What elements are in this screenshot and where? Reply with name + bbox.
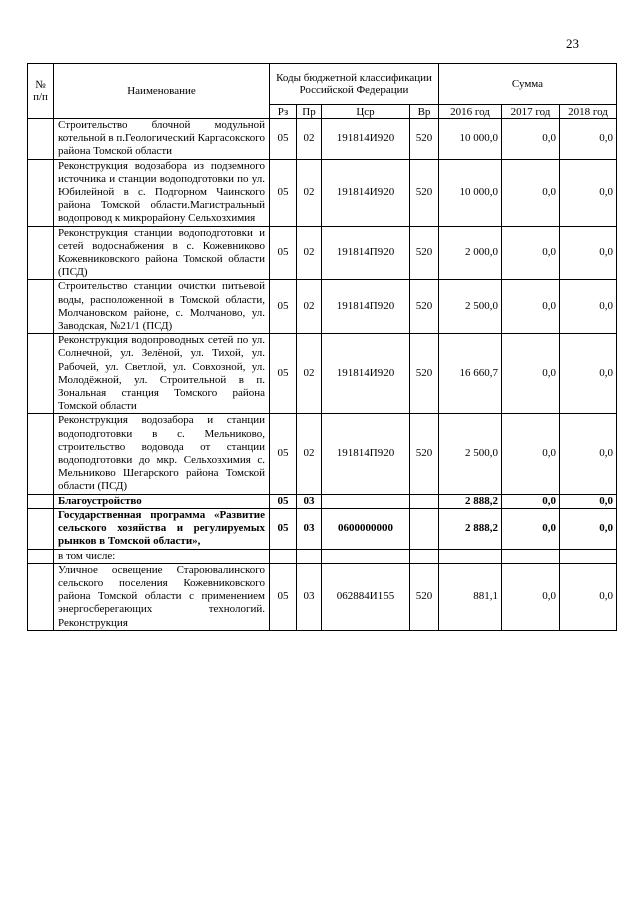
- cell-csr: 191814И920: [322, 119, 410, 160]
- cell-pr: 02: [297, 414, 322, 494]
- cell-num: [28, 494, 54, 508]
- cell-name: Реконструкция водозабора из подземного источника и станции водоподготовки по ул. Юбилейной в с. Подгорном Чаинского района Томской области.Магистральный водопровод к микрорайону Сельхозхимия: [54, 159, 270, 226]
- table-row: [28, 563, 617, 630]
- cell-rz: 05: [270, 563, 297, 630]
- cell-2016: 2 888,2: [439, 508, 502, 549]
- cell-2018: 0,0: [560, 334, 617, 414]
- cell-2018: 0,0: [560, 159, 617, 226]
- cell-2018: 0,0: [560, 563, 617, 630]
- cell-2017: 0,0: [502, 334, 560, 414]
- table-row: [28, 119, 617, 160]
- cell-vr: 520: [410, 414, 439, 494]
- cell-2017: 0,0: [502, 226, 560, 280]
- cell-num: [28, 119, 54, 160]
- header-sum: Сумма: [439, 64, 617, 105]
- cell-csr: 191814П920: [322, 280, 410, 334]
- cell-rz: 05: [270, 159, 297, 226]
- cell-pr: 02: [297, 334, 322, 414]
- cell-2017: 0,0: [502, 508, 560, 549]
- cell-name: Реконструкция водопроводных сетей по ул. Солнечной, ул. Зелёной, ул. Тихой, ул. Рабочей, ул. Светлой, ул. Совхозной, ул. Молодёжной, ул. Строительной в п. Зональная станция Томского района Томской области: [54, 334, 270, 414]
- table-row-program: [28, 508, 617, 549]
- cell-num: [28, 549, 54, 563]
- cell-rz: 05: [270, 119, 297, 160]
- cell-2017: [502, 549, 560, 563]
- cell-2018: [560, 549, 617, 563]
- cell-2018: 0,0: [560, 119, 617, 160]
- cell-rz: 05: [270, 280, 297, 334]
- table-row: [28, 226, 617, 280]
- cell-pr: 03: [297, 563, 322, 630]
- cell-2016: 881,1: [439, 563, 502, 630]
- cell-2018: 0,0: [560, 226, 617, 280]
- cell-name: Реконструкция станции водоподготовки и сетей водоснабжения в с. Кожевниково Кожевниковского района Томской области (ПСД): [54, 226, 270, 280]
- cell-name: Строительство станции очистки питьевой воды, расположенной в Томской области, Молчановском районе, с. Молчаново, ул. Заводская, №21/1 (ПСД): [54, 280, 270, 334]
- cell-name: Реконструкция водозабора и станции водоподготовки в с. Мельниково, строительство водовода от станции водоподготовки до мкр. Сельхозхимия с. Мельниково Шегарского района Томской области (ПСД): [54, 414, 270, 494]
- cell-csr: 191814И920: [322, 334, 410, 414]
- cell-vr: 520: [410, 159, 439, 226]
- cell-name: в том числе:: [54, 549, 270, 563]
- cell-rz: 05: [270, 414, 297, 494]
- table-row-section: [28, 494, 617, 508]
- cell-vr: [410, 508, 439, 549]
- cell-csr: 0600000000: [322, 508, 410, 549]
- cell-vr: 520: [410, 334, 439, 414]
- cell-pr: 02: [297, 280, 322, 334]
- cell-rz: [270, 549, 297, 563]
- cell-rz: 05: [270, 508, 297, 549]
- cell-pr: 03: [297, 508, 322, 549]
- cell-rz: 05: [270, 226, 297, 280]
- header-2016: 2016 год: [439, 105, 502, 119]
- cell-vr: [410, 494, 439, 508]
- header-2018: 2018 год: [560, 105, 617, 119]
- header-codes: Коды бюджетной классификации Российской Федерации: [270, 64, 439, 105]
- header-csr: Цср: [322, 105, 410, 119]
- cell-2017: 0,0: [502, 414, 560, 494]
- cell-2016: 2 500,0: [439, 414, 502, 494]
- header-rz: Рз: [270, 105, 297, 119]
- header-name: Наименование: [54, 64, 270, 119]
- cell-2016: [439, 549, 502, 563]
- cell-csr: 191814П920: [322, 226, 410, 280]
- header-pr: Пр: [297, 105, 322, 119]
- cell-name: Уличное освещение Староювалинского сельского поселения Кожевниковского района Томской области с применением энергосберегающих технологий. Реконструкция: [54, 563, 270, 630]
- cell-csr: [322, 549, 410, 563]
- cell-vr: 520: [410, 563, 439, 630]
- cell-pr: 02: [297, 119, 322, 160]
- cell-num: [28, 563, 54, 630]
- cell-2016: 10 000,0: [439, 159, 502, 226]
- header-num: № п/п: [28, 64, 54, 119]
- cell-pr: 03: [297, 494, 322, 508]
- page-number: 23: [566, 36, 579, 51]
- cell-name: Строительство блочной модульной котельной в п.Геологический Каргасокского района Томской области: [54, 119, 270, 160]
- cell-2016: 2 000,0: [439, 226, 502, 280]
- table-row: [28, 280, 617, 334]
- cell-2016: 16 660,7: [439, 334, 502, 414]
- cell-csr: 191814И920: [322, 159, 410, 226]
- cell-vr: [410, 549, 439, 563]
- cell-2017: 0,0: [502, 159, 560, 226]
- cell-name: Благоустройство: [54, 494, 270, 508]
- cell-csr: 191814П920: [322, 414, 410, 494]
- cell-2016: 10 000,0: [439, 119, 502, 160]
- header-vr: Вр: [410, 105, 439, 119]
- cell-num: [28, 334, 54, 414]
- cell-rz: 05: [270, 494, 297, 508]
- cell-pr: [297, 549, 322, 563]
- cell-num: [28, 280, 54, 334]
- cell-num: [28, 159, 54, 226]
- cell-pr: 02: [297, 159, 322, 226]
- cell-num: [28, 414, 54, 494]
- table-row: [28, 414, 617, 494]
- cell-vr: 520: [410, 226, 439, 280]
- table-row: [28, 159, 617, 226]
- cell-2016: 2 500,0: [439, 280, 502, 334]
- cell-pr: 02: [297, 226, 322, 280]
- cell-name: Государственная программа «Развитие сельского хозяйства и регулируемых рынков в Томской области»,: [54, 508, 270, 549]
- table-row-including: [28, 549, 617, 563]
- cell-num: [28, 508, 54, 549]
- cell-vr: 520: [410, 280, 439, 334]
- cell-csr: 062884И155: [322, 563, 410, 630]
- cell-2018: 0,0: [560, 494, 617, 508]
- header-2017: 2017 год: [502, 105, 560, 119]
- cell-2018: 0,0: [560, 280, 617, 334]
- cell-2017: 0,0: [502, 280, 560, 334]
- cell-2017: 0,0: [502, 563, 560, 630]
- cell-num: [28, 226, 54, 280]
- cell-csr: [322, 494, 410, 508]
- cell-2018: 0,0: [560, 508, 617, 549]
- cell-2017: 0,0: [502, 494, 560, 508]
- cell-2017: 0,0: [502, 119, 560, 160]
- cell-vr: 520: [410, 119, 439, 160]
- budget-table: [27, 63, 617, 631]
- cell-2016: 2 888,2: [439, 494, 502, 508]
- table-row: [28, 334, 617, 414]
- cell-2018: 0,0: [560, 414, 617, 494]
- cell-rz: 05: [270, 334, 297, 414]
